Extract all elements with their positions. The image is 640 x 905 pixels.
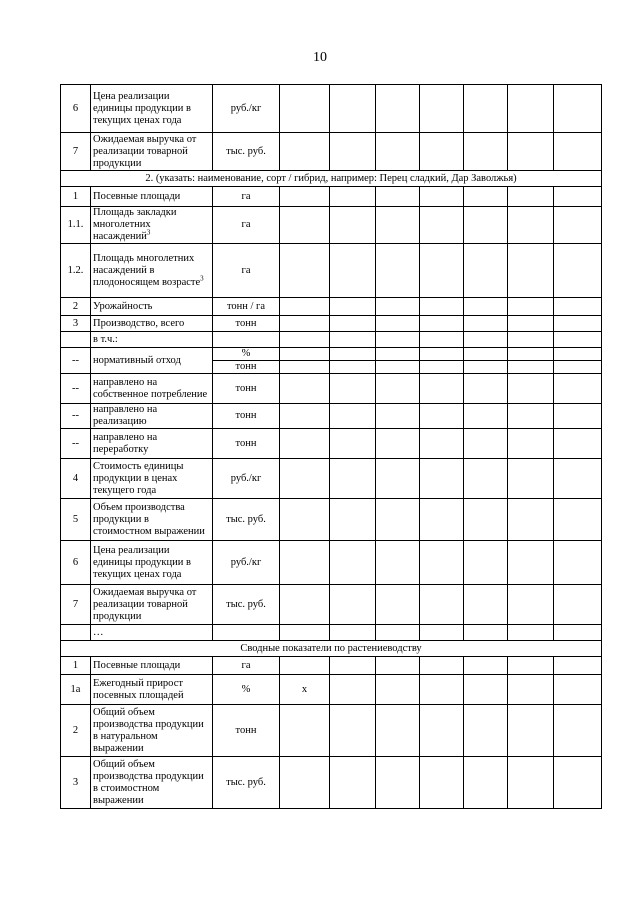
- unit-cell: тыс. руб.: [213, 499, 280, 541]
- unit-cell: [213, 332, 280, 348]
- row-number: 2: [61, 298, 91, 316]
- value-cell: [280, 585, 330, 625]
- value-cell: [376, 429, 420, 459]
- value-cell: [376, 404, 420, 429]
- value-cell: [420, 757, 464, 809]
- value-cell: [554, 316, 602, 332]
- value-cell: [508, 374, 554, 404]
- row-number: --: [61, 404, 91, 429]
- value-cell: [376, 459, 420, 499]
- indicator-name: [91, 625, 213, 641]
- table-row: [61, 207, 602, 244]
- value-cell: [280, 757, 330, 809]
- indicator-name-text: Ожидаемая выручка от реализации товарной продукции: [93, 586, 197, 622]
- value-cell: [280, 332, 330, 348]
- indicator-name-text: Общий объем производства продукции в стоимостном выражении: [93, 758, 204, 806]
- value-cell: [464, 348, 508, 361]
- value-cell: [376, 585, 420, 625]
- indicator-name: [91, 459, 213, 499]
- indicator-name: [91, 675, 213, 705]
- value-cell: [330, 85, 376, 133]
- row-number: 1: [61, 657, 91, 675]
- value-cell: [280, 657, 330, 675]
- value-cell: [376, 705, 420, 757]
- row-number: --: [61, 429, 91, 459]
- indicator-name: нормативный отход: [91, 348, 213, 374]
- row-number: --: [61, 374, 91, 404]
- value-cell: [330, 187, 376, 207]
- value-cell: [554, 332, 602, 348]
- table-row: [61, 675, 602, 705]
- table-row: [61, 298, 602, 316]
- value-cell: [420, 499, 464, 541]
- value-cell: [376, 757, 420, 809]
- indicator-name-text: …: [93, 626, 104, 638]
- value-cell: [330, 244, 376, 298]
- value-cell: [280, 374, 330, 404]
- value-cell: [508, 348, 554, 361]
- unit-cell: тонн: [213, 374, 280, 404]
- table-row: [61, 541, 602, 585]
- value-cell: [330, 316, 376, 332]
- table-row: [61, 404, 602, 429]
- value-cell: [554, 298, 602, 316]
- value-cell: [330, 675, 376, 705]
- row-number: 7: [61, 585, 91, 625]
- value-cell: [464, 625, 508, 641]
- indicator-name: [91, 207, 213, 244]
- table-row: [61, 757, 602, 809]
- indicator-name-text: Посевные площади: [93, 190, 181, 202]
- unit-cell: руб./кг: [213, 85, 280, 133]
- value-cell: [554, 85, 602, 133]
- unit-cell: тыс. руб.: [213, 133, 280, 171]
- indicator-name: [91, 585, 213, 625]
- footnote-mark: 3: [200, 274, 204, 282]
- indicator-name: [91, 244, 213, 298]
- table-row: [61, 625, 602, 641]
- value-cell: [508, 85, 554, 133]
- value-cell: [280, 499, 330, 541]
- value-cell: [376, 85, 420, 133]
- value-cell: [376, 187, 420, 207]
- value-cell: [554, 404, 602, 429]
- value-cell: [280, 541, 330, 585]
- value-cell: [554, 585, 602, 625]
- value-cell: [280, 625, 330, 641]
- value-cell: [376, 207, 420, 244]
- value-cell: [280, 404, 330, 429]
- indicator-name: [91, 757, 213, 809]
- row-number: 6: [61, 541, 91, 585]
- value-cell: [420, 207, 464, 244]
- value-cell: [376, 657, 420, 675]
- value-cell: х: [280, 675, 330, 705]
- value-cell: [376, 298, 420, 316]
- value-cell: [376, 332, 420, 348]
- value-cell: [508, 585, 554, 625]
- indicator-name-text: Производство, всего: [93, 317, 185, 329]
- value-cell: [280, 207, 330, 244]
- unit-cell: тонн: [213, 361, 280, 374]
- indicator-name: [91, 316, 213, 332]
- indicator-name-text: Стоимость единицы продукции в ценах текущего года: [93, 460, 184, 496]
- value-cell: [280, 298, 330, 316]
- indicator-name-text: Цена реализации единицы продукции в текущих ценах года: [93, 90, 191, 126]
- value-cell: [508, 404, 554, 429]
- unit-cell: га: [213, 187, 280, 207]
- value-cell: [330, 541, 376, 585]
- indicator-name: [91, 705, 213, 757]
- row-number: [61, 625, 91, 641]
- value-cell: [464, 332, 508, 348]
- table-row: [61, 585, 602, 625]
- unit-cell: тонн: [213, 404, 280, 429]
- indicator-name-text: направлено на реализацию: [93, 404, 158, 427]
- value-cell: [554, 541, 602, 585]
- unit-cell: тыс. руб.: [213, 585, 280, 625]
- value-cell: [508, 429, 554, 459]
- value-cell: [420, 429, 464, 459]
- value-cell: [330, 298, 376, 316]
- value-cell: [464, 244, 508, 298]
- indicator-name: [91, 187, 213, 207]
- unit-cell: [213, 625, 280, 641]
- value-cell: [464, 404, 508, 429]
- value-cell: [508, 316, 554, 332]
- table-row: [61, 244, 602, 298]
- value-cell: [280, 459, 330, 499]
- unit-cell: тонн: [213, 316, 280, 332]
- value-cell: [554, 675, 602, 705]
- value-cell: [280, 348, 330, 361]
- indicator-name: [91, 85, 213, 133]
- section-header-cell: 2. (указать: наименование, сорт / гибрид, например: Перец сладкий, Дар Заволжья): [61, 171, 602, 187]
- unit-cell: %: [213, 348, 280, 361]
- row-number: 5: [61, 499, 91, 541]
- indicator-name-text: Посевные площади: [93, 659, 181, 671]
- value-cell: [508, 207, 554, 244]
- indicator-name-text: Общий объем производства продукции в натуральном выражении: [93, 706, 204, 754]
- row-number: 1.1.: [61, 207, 91, 244]
- value-cell: [554, 207, 602, 244]
- value-cell: [508, 499, 554, 541]
- value-cell: [420, 705, 464, 757]
- table-row: [61, 374, 602, 404]
- footnote-mark: 3: [146, 228, 151, 237]
- indicator-name: [91, 133, 213, 171]
- table-row: [61, 85, 602, 133]
- table-row: [61, 705, 602, 757]
- value-cell: [554, 459, 602, 499]
- value-cell: [554, 348, 602, 361]
- page-number: 10: [313, 50, 327, 65]
- value-cell: [420, 657, 464, 675]
- row-number: 1.2.: [61, 244, 91, 298]
- value-cell: [464, 298, 508, 316]
- value-cell: [554, 499, 602, 541]
- value-cell: [420, 298, 464, 316]
- value-cell: [464, 459, 508, 499]
- value-cell: [330, 404, 376, 429]
- indicator-name-text: Площадь многолетних насаждений в плодоносящем возрасте: [93, 252, 201, 288]
- value-cell: [508, 133, 554, 171]
- value-cell: [420, 361, 464, 374]
- value-cell: [554, 705, 602, 757]
- unit-cell: тонн: [213, 705, 280, 757]
- value-cell: [376, 316, 420, 332]
- value-cell: [330, 332, 376, 348]
- row-number: 3: [61, 316, 91, 332]
- value-cell: [376, 361, 420, 374]
- table-row: [61, 348, 602, 361]
- table-row: [61, 316, 602, 332]
- indicator-name-text: Цена реализации единицы продукции в текущих ценах года: [93, 544, 191, 580]
- value-cell: [280, 133, 330, 171]
- value-cell: [554, 757, 602, 809]
- value-cell: [330, 757, 376, 809]
- unit-cell: га: [213, 244, 280, 298]
- value-cell: [420, 404, 464, 429]
- indicator-name: [91, 541, 213, 585]
- value-cell: [464, 499, 508, 541]
- summary-header: [61, 641, 602, 657]
- value-cell: [554, 133, 602, 171]
- value-cell: [376, 541, 420, 585]
- value-cell: [508, 332, 554, 348]
- unit-cell: тонн: [213, 429, 280, 459]
- value-cell: [420, 133, 464, 171]
- indicator-name: [91, 404, 213, 429]
- row-number: [61, 332, 91, 348]
- value-cell: [508, 657, 554, 675]
- value-cell: [554, 625, 602, 641]
- value-cell: [508, 675, 554, 705]
- row-number: 7: [61, 133, 91, 171]
- value-cell: [420, 585, 464, 625]
- value-cell: [280, 361, 330, 374]
- value-cell: [420, 332, 464, 348]
- indicator-name-text: Ежегодный прирост посевных площадей: [93, 677, 184, 701]
- unit-cell: %: [213, 675, 280, 705]
- unit-cell: руб./кг: [213, 541, 280, 585]
- value-cell: [554, 187, 602, 207]
- value-cell: [464, 207, 508, 244]
- value-cell: [554, 429, 602, 459]
- value-cell: [330, 133, 376, 171]
- table-row: [61, 133, 602, 171]
- value-cell: [464, 85, 508, 133]
- value-cell: [464, 657, 508, 675]
- row-number: 6: [61, 85, 91, 133]
- value-cell: [508, 361, 554, 374]
- unit-cell: тыс. руб.: [213, 757, 280, 809]
- value-cell: [420, 675, 464, 705]
- value-cell: [464, 374, 508, 404]
- value-cell: [508, 298, 554, 316]
- value-cell: [554, 361, 602, 374]
- value-cell: [330, 361, 376, 374]
- value-cell: [376, 499, 420, 541]
- indicator-name-text: Объем производства продукции в стоимостном выражении: [93, 501, 205, 537]
- value-cell: [420, 541, 464, 585]
- unit-cell: га: [213, 657, 280, 675]
- indicator-name: [91, 429, 213, 459]
- value-cell: [464, 541, 508, 585]
- indicator-name: [91, 499, 213, 541]
- row-number: 2: [61, 705, 91, 757]
- value-cell: [330, 705, 376, 757]
- table-row: [61, 499, 602, 541]
- value-cell: [330, 348, 376, 361]
- unit-cell: тонн / га: [213, 298, 280, 316]
- value-cell: [508, 541, 554, 585]
- value-cell: [330, 459, 376, 499]
- table-row: [61, 657, 602, 675]
- value-cell: [554, 244, 602, 298]
- value-cell: [554, 374, 602, 404]
- indicator-name: [91, 657, 213, 675]
- value-cell: [420, 316, 464, 332]
- value-cell: [330, 625, 376, 641]
- value-cell: [420, 244, 464, 298]
- section-header: [61, 171, 602, 187]
- table-row: [61, 429, 602, 459]
- plant-growing-indicators-table: [60, 84, 602, 809]
- indicator-name: [91, 298, 213, 316]
- value-cell: [554, 657, 602, 675]
- value-cell: [464, 187, 508, 207]
- indicator-name: [91, 374, 213, 404]
- indicator-name: [91, 332, 213, 348]
- value-cell: [464, 705, 508, 757]
- row-number: 1а: [61, 675, 91, 705]
- value-cell: [330, 374, 376, 404]
- value-cell: [464, 133, 508, 171]
- indicator-name-text: в т.ч.:: [93, 333, 118, 345]
- value-cell: [464, 675, 508, 705]
- value-cell: [464, 429, 508, 459]
- indicator-name-text: Ожидаемая выручка от реализации товарной продукции: [93, 133, 197, 169]
- indicator-name-text: направлено на собственное потребление: [93, 376, 208, 400]
- unit-cell: га: [213, 207, 280, 244]
- value-cell: [376, 625, 420, 641]
- unit-cell: руб./кг: [213, 459, 280, 499]
- row-number: 4: [61, 459, 91, 499]
- value-cell: [280, 187, 330, 207]
- row-number: 3: [61, 757, 91, 809]
- value-cell: [376, 675, 420, 705]
- value-cell: [420, 459, 464, 499]
- value-cell: [376, 374, 420, 404]
- value-cell: [420, 187, 464, 207]
- value-cell: [376, 244, 420, 298]
- value-cell: [376, 133, 420, 171]
- value-cell: [280, 85, 330, 133]
- indicator-name-text: Урожайность: [93, 300, 153, 312]
- value-cell: [420, 625, 464, 641]
- value-cell: [376, 348, 420, 361]
- value-cell: [280, 316, 330, 332]
- value-cell: [330, 207, 376, 244]
- table-row: [61, 459, 602, 499]
- value-cell: [280, 705, 330, 757]
- indicator-name-text: Площадь закладки многолетних насаждений: [93, 207, 177, 242]
- value-cell: [508, 757, 554, 809]
- value-cell: [508, 459, 554, 499]
- value-cell: [420, 374, 464, 404]
- value-cell: [330, 429, 376, 459]
- value-cell: [330, 657, 376, 675]
- value-cell: [508, 187, 554, 207]
- summary-header-cell: Сводные показатели по растениеводству: [61, 641, 602, 657]
- value-cell: [508, 625, 554, 641]
- value-cell: [420, 85, 464, 133]
- value-cell: [508, 705, 554, 757]
- value-cell: [420, 348, 464, 361]
- row-number: 1: [61, 187, 91, 207]
- value-cell: [280, 244, 330, 298]
- table-row: [61, 332, 602, 348]
- value-cell: [464, 585, 508, 625]
- value-cell: [508, 244, 554, 298]
- row-number: --: [61, 348, 91, 374]
- indicator-name-text: направлено на переработку: [93, 431, 158, 455]
- value-cell: [464, 361, 508, 374]
- value-cell: [280, 429, 330, 459]
- value-cell: [464, 316, 508, 332]
- value-cell: [330, 499, 376, 541]
- value-cell: [464, 757, 508, 809]
- table-row: [61, 187, 602, 207]
- value-cell: [330, 585, 376, 625]
